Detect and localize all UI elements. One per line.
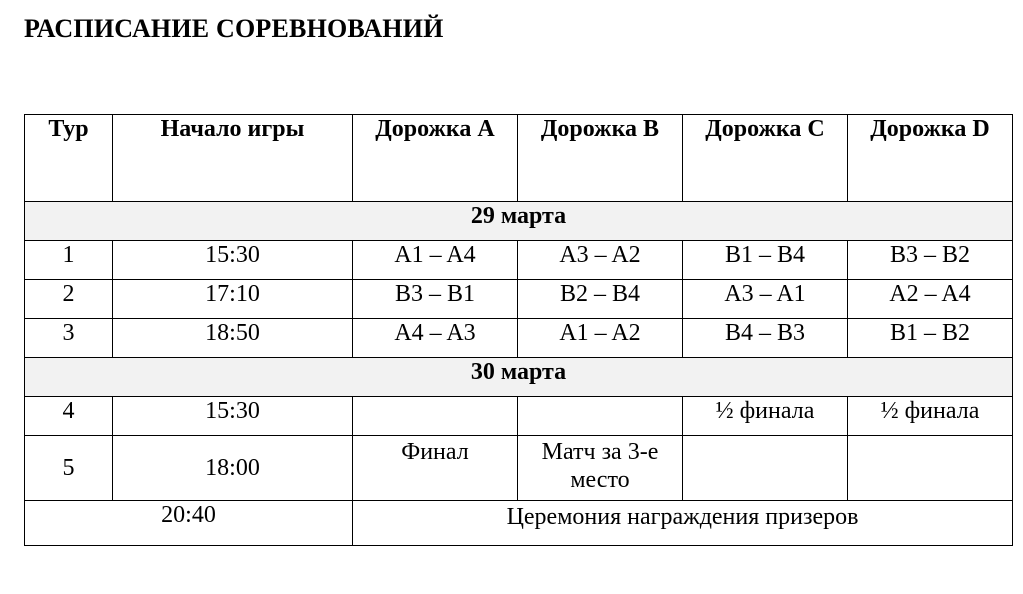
page-title: РАСПИСАНИЕ СОРЕВНОВАНИЙ (24, 14, 444, 43)
ceremony-label: Церемония награждения призеров (353, 501, 1013, 546)
header-lane-b: Дорожка B (518, 115, 683, 202)
time-cell: 18:50 (113, 319, 353, 358)
header-lane-d: Дорожка D (848, 115, 1013, 202)
round-cell: 5 (25, 436, 113, 501)
table-row (25, 280, 1013, 319)
lane-a-cell: A4 – A3 (353, 319, 518, 358)
date-row-day-2 (25, 358, 1013, 397)
lane-c-cell: B1 – B4 (683, 241, 848, 280)
table-header-row (25, 115, 1013, 202)
time-cell: 18:00 (113, 436, 353, 501)
table-row (25, 436, 1013, 501)
lane-b-cell: B2 – B4 (518, 280, 683, 319)
header-lane-a: Дорожка A (353, 115, 518, 202)
ceremony-time: 20:40 (25, 501, 353, 546)
lane-d-cell: ½ финала (848, 397, 1013, 436)
round-cell: 3 (25, 319, 113, 358)
lane-d-cell: B1 – B2 (848, 319, 1013, 358)
lane-d-cell: B3 – B2 (848, 241, 1013, 280)
lane-b-cell: Матч за 3-е место (518, 436, 683, 501)
time-cell: 17:10 (113, 280, 353, 319)
lane-b-cell: A1 – A2 (518, 319, 683, 358)
date-label: 30 марта (25, 358, 1013, 397)
table-row (25, 319, 1013, 358)
lane-a-cell: Финал (353, 436, 518, 501)
lane-c-cell (683, 436, 848, 501)
lane-a-cell (353, 397, 518, 436)
lane-d-cell (848, 436, 1013, 501)
lane-c-cell: ½ финала (683, 397, 848, 436)
schedule-table (24, 114, 1013, 546)
header-lane-c: Дорожка C (683, 115, 848, 202)
date-row-day-1 (25, 202, 1013, 241)
header-round: Тур (25, 115, 113, 202)
lane-b-cell (518, 397, 683, 436)
lane-a-cell: A1 – A4 (353, 241, 518, 280)
lane-b-cell: A3 – A2 (518, 241, 683, 280)
table-row (25, 397, 1013, 436)
date-label: 29 марта (25, 202, 1013, 241)
header-start: Начало игры (113, 115, 353, 202)
lane-d-cell: A2 – A4 (848, 280, 1013, 319)
table-row (25, 241, 1013, 280)
round-cell: 4 (25, 397, 113, 436)
lane-c-cell: B4 – B3 (683, 319, 848, 358)
time-cell: 15:30 (113, 397, 353, 436)
round-cell: 2 (25, 280, 113, 319)
time-cell: 15:30 (113, 241, 353, 280)
lane-c-cell: A3 – A1 (683, 280, 848, 319)
ceremony-row (25, 501, 1013, 546)
lane-a-cell: B3 – B1 (353, 280, 518, 319)
round-cell: 1 (25, 241, 113, 280)
